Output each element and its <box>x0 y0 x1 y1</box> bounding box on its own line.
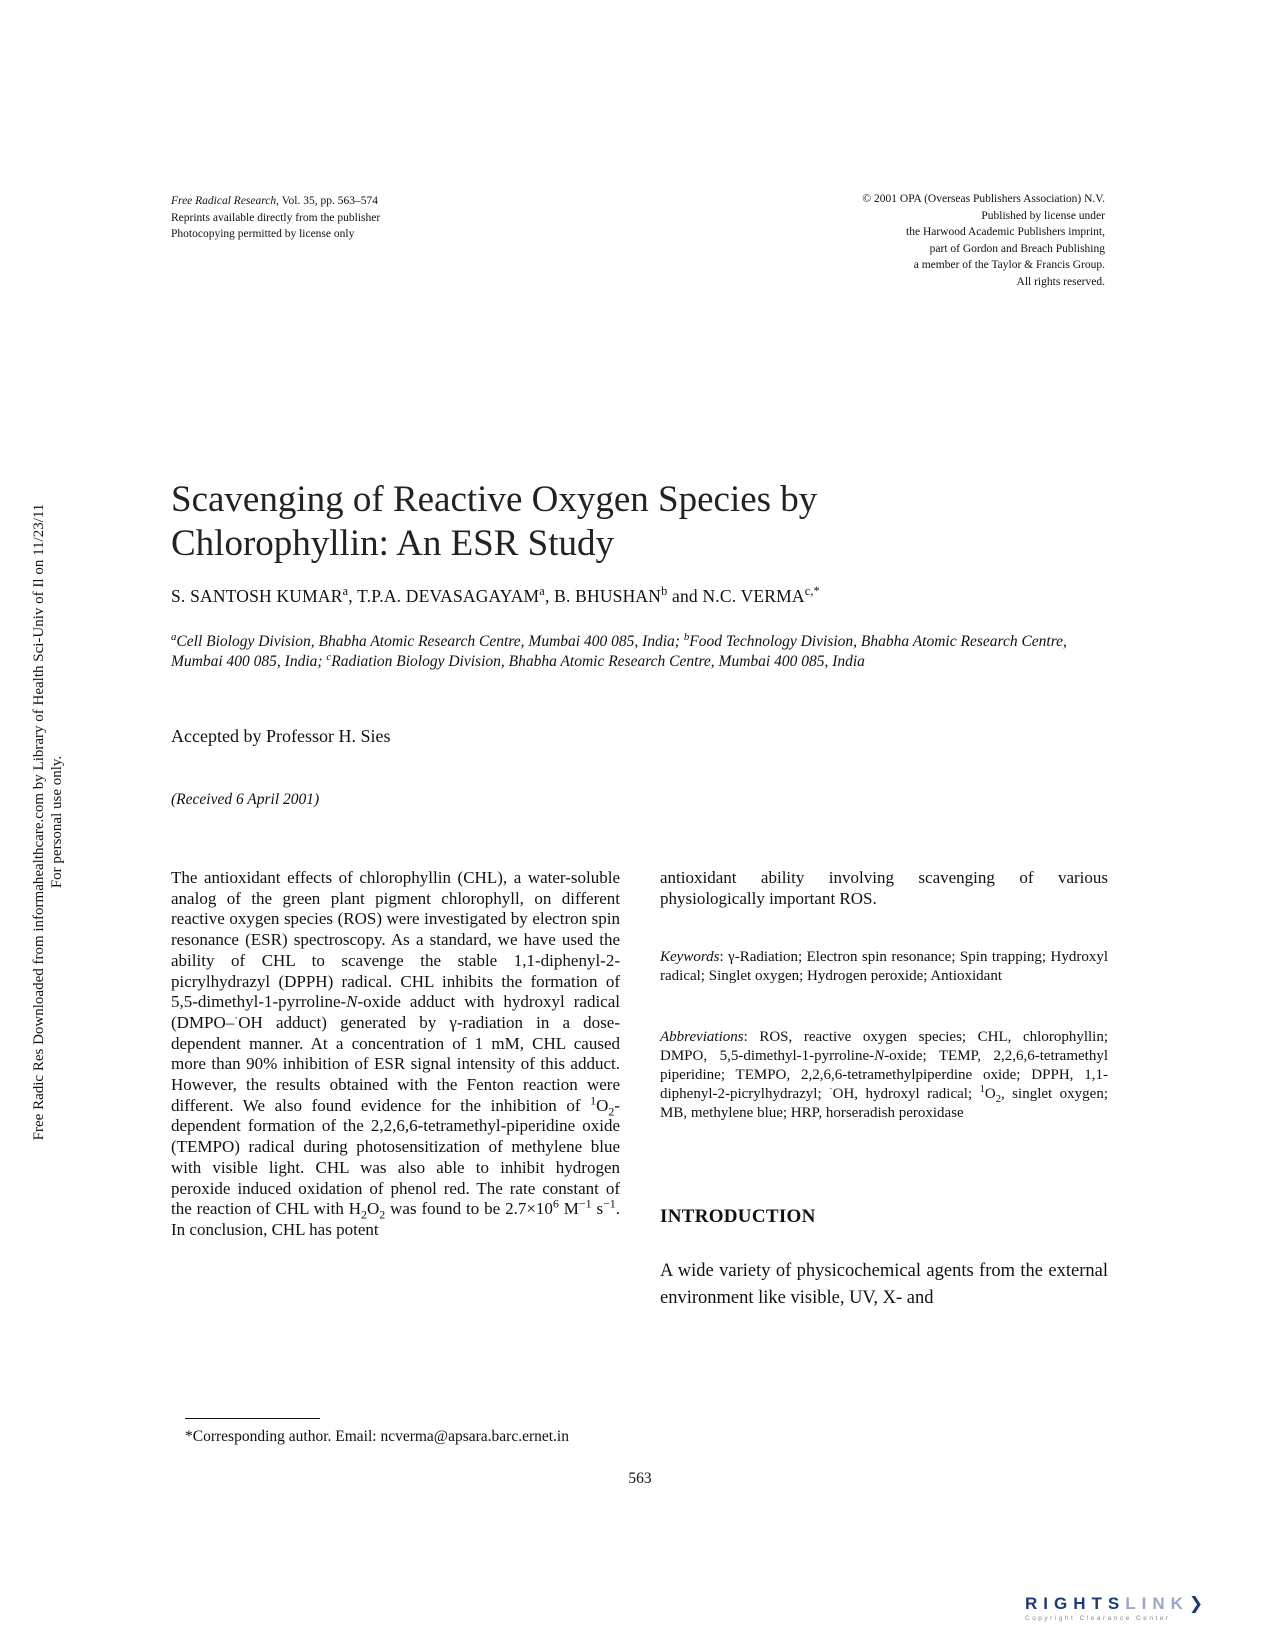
abbreviations-text: , singlet oxygen; MB, methylene blue; HRP, horseradish peroxidase <box>660 1086 1108 1121</box>
abstract-continuation: antioxidant ability involving scavenging of various physiologically important ROS. <box>660 868 1108 908</box>
received-date: (Received 6 April 2001) <box>171 791 320 808</box>
abstract-text: . In conclusion, CHL has potent <box>171 1199 620 1239</box>
footnote-divider <box>185 1418 320 1419</box>
radical-dot: · <box>234 1010 239 1025</box>
affil-mark: a <box>171 630 177 643</box>
superscript: −1 <box>578 1196 592 1211</box>
journal-citation <box>171 193 491 243</box>
superscript: 1 <box>979 1084 985 1095</box>
download-note: Free Radic Res Downloaded from informahealthcare.com by Library of Health Sci-Univ of Il on 11/23/11 <box>31 503 47 1141</box>
radical-dot: · <box>829 1084 833 1095</box>
abstract-text: OH adduct) generated by γ-radiation in a dose-dependent manner. At a concentration of 1 mM, CHL caused more than 90% inhibition of ESR signal intensity of this adduct. However, the results obtained with the Fenton reaction were different. We also found evidence for the inhibition of <box>171 1012 620 1115</box>
license-line: Published by license under <box>981 209 1105 222</box>
abbreviations-label: Abbreviations <box>660 1029 744 1045</box>
personal-use-note: For personal use only. <box>49 755 65 889</box>
photocopy-note: Photocopying permitted by license only <box>171 228 355 240</box>
rights-line: All rights reserved. <box>1016 275 1105 288</box>
superscript: 6 <box>552 1196 559 1211</box>
author-affil-mark: a <box>342 584 349 599</box>
subscript: 2 <box>361 1207 367 1222</box>
abstract-text: s <box>591 1199 604 1219</box>
keywords-label: Keywords <box>660 949 720 965</box>
introduction-text: A wide variety of physicochemical agents from the external environment like visible, UV, X- and <box>660 1261 1108 1308</box>
subscript: 2 <box>379 1207 386 1222</box>
abstract-text: -dependent formation of the 2,2,6,6-tetramethyl-piperidine oxide (TEMPO) radical during photosensitization of methylene blue with visible light. CHL was also able to inhibit hydrogen peroxide induced oxidation of phenol red. The rate constant of the reaction of CHL with H <box>171 1095 620 1219</box>
affiliations <box>171 632 1121 672</box>
journal-name: Free Radical Research <box>171 195 277 207</box>
affil-text: Food Technology Division, Bhabha Atomic Research Centre, Mumbai 400 085, India; <box>171 633 1067 670</box>
author-list <box>171 585 1071 607</box>
download-watermark <box>30 462 65 1182</box>
copyright-block <box>780 191 1105 290</box>
abstract-text: O <box>367 1199 380 1219</box>
affil-mark: c <box>326 650 332 663</box>
rightslink-logo-text-dark: RIGHTS <box>1025 1594 1126 1613</box>
keywords <box>660 948 1108 986</box>
imprint-line: the Harwood Academic Publishers imprint, <box>906 226 1105 238</box>
abbreviations-text: -oxide; TEMP, 2,2,6,6-tetramethyl piperidine; TEMPO, 2,2,6,6-tetramethylpiperdine oxide; DPPH, 1,1-diphenyl-2-picrylhydrazyl; <box>660 1048 1108 1102</box>
affil-text: Cell Biology Division, Bhabha Atomic Research Centre, Mumbai 400 085, India; <box>176 633 684 650</box>
reprints-note: Reprints available directly from the publisher <box>171 211 381 224</box>
abstract-text: N <box>346 992 358 1012</box>
journal-volume: , Vol. 35, pp. 563–574 <box>276 195 378 207</box>
group-line: a member of the Taylor & Francis Group. <box>913 259 1105 271</box>
superscript: −1 <box>603 1196 616 1211</box>
affil-mark: b <box>683 630 690 643</box>
chevron-right-icon: ❯ <box>1188 1594 1210 1613</box>
corresponding-author-footnote: *Corresponding author. Email: ncverma@apsara.barc.ernet.in <box>185 1428 569 1445</box>
abstract-text: -oxide adduct with hydroxyl radical (DMPO– <box>171 992 620 1032</box>
abstract-text: O <box>596 1095 609 1115</box>
abbreviations-text: : ROS, reactive oxygen species; CHL, chlorophyllin; DMPO, 5,5-dimethyl-1-pyrroline- <box>660 1029 1108 1064</box>
abbreviations-text: N <box>874 1048 885 1064</box>
abstract-text: M <box>558 1199 579 1219</box>
abbreviations <box>660 1028 1108 1123</box>
superscript: 1 <box>590 1093 597 1108</box>
abbreviations-text: OH, hydroxyl radical; <box>832 1086 980 1102</box>
author-name: S. SANTOSH KUMAR <box>171 586 343 606</box>
title-line-1: Scavenging of Reactive Oxygen Species by <box>171 479 818 520</box>
rightslink-subtitle: Copyright Clearance Center <box>1025 1615 1171 1622</box>
page-number: 563 <box>628 1470 652 1487</box>
author-affil-mark: b <box>661 584 668 599</box>
copyright-line: © 2001 OPA (Overseas Publishers Association) N.V. <box>862 193 1105 205</box>
author-name: , T.P.A. DEVASAGAYAM <box>348 586 540 606</box>
publisher-line: part of Gordon and Breach Publishing <box>929 242 1105 255</box>
accepted-by: Accepted by Professor H. Sies <box>171 726 391 746</box>
author-name: , B. BHUSHAN <box>544 586 662 606</box>
abbreviations-text: O <box>984 1086 996 1102</box>
affil-text: Radiation Biology Division, Bhabha Atomic Research Centre, Mumbai 400 085, India <box>331 653 865 670</box>
introduction-heading: INTRODUCTION <box>660 1206 816 1227</box>
subscript: 2 <box>995 1094 1001 1105</box>
rightslink-logo <box>1025 1594 1255 1634</box>
article-title <box>171 478 971 566</box>
title-line-2: Chlorophyllin: An ESR Study <box>171 523 615 564</box>
author-name: and N.C. VERMA <box>667 586 805 606</box>
author-affil-mark: a <box>539 584 545 599</box>
abstract <box>171 868 620 1241</box>
subscript: 2 <box>608 1104 615 1119</box>
abstract-text: The antioxidant effects of chlorophyllin (CHL), a water-soluble analog of the green plant pigment chlorophyll, on different reactive oxygen species (ROS) were investigated by electron spin resonance (ESR) spectroscopy. As a standard, we have used the ability of CHL to scavenge the stable 1,1-diphenyl-2-picrylhydrazyl (DPPH) radical. CHL inhibits the formation of 5,5-dimethyl-1-pyrroline- <box>171 868 620 1012</box>
rightslink-logo-text-light: LINK <box>1125 1594 1189 1613</box>
author-affil-mark: c,* <box>804 584 821 599</box>
keywords-text: : γ-Radiation; Electron spin resonance; Spin trapping; Hydroxyl radical; Singlet oxygen; Hydrogen peroxide; Antioxidant <box>660 949 1108 984</box>
abstract-text: was found to be 2.7×10 <box>385 1199 553 1219</box>
